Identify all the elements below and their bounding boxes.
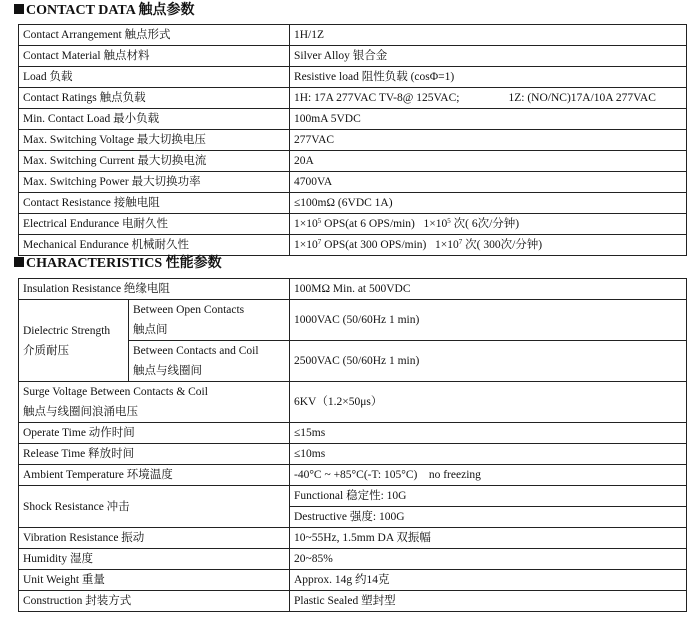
square-bullet-icon — [14, 4, 24, 14]
spec-label: Max. Switching Power 最大切换功率 — [19, 172, 290, 193]
surge-label-en: Surge Voltage Between Contacts & Coil — [23, 386, 208, 398]
open-contacts-cn: 触点间 — [133, 324, 168, 336]
endurance-text: 次( 300次/分钟) — [462, 239, 543, 251]
spec-value: 100MΩ Min. at 500VDC — [290, 279, 687, 300]
dielectric-open-label — [129, 300, 290, 341]
endurance-text: OPS(at 6 OPS/min) 1×10 — [321, 218, 448, 230]
table-row — [19, 25, 687, 46]
spec-value — [290, 214, 687, 235]
spec-label: Ambient Temperature 环境温度 — [19, 465, 290, 486]
characteristics-title: CHARACTERISTICS 性能参数 — [26, 256, 222, 271]
exponent: 5 — [447, 217, 451, 225]
spec-label: Min. Contact Load 最小负载 — [19, 109, 290, 130]
table-row — [19, 193, 687, 214]
spec-value — [290, 235, 687, 256]
spec-value: 4700VA — [290, 172, 687, 193]
endurance-text: 次( 6次/分钟) — [450, 218, 520, 230]
dielectric-label-en: Dielectric Strength — [23, 324, 111, 337]
spec-value: Destructive 强度: 100G — [290, 507, 687, 528]
spec-label: Contact Arrangement 触点形式 — [19, 25, 290, 46]
open-contacts-en: Between Open Contacts — [133, 304, 245, 316]
spec-value: Silver Alloy 银合金 — [290, 46, 687, 67]
spec-label: Contact Material 触点材料 — [19, 46, 290, 67]
dielectric-label-cn: 介质耐压 — [23, 344, 69, 357]
spec-value: ≤100mΩ (6VDC 1A) — [290, 193, 687, 214]
endurance-text: 1×10 — [294, 239, 318, 251]
spec-label: Insulation Resistance 绝缘电阻 — [19, 279, 290, 300]
exponent: 7 — [317, 238, 322, 246]
table-row — [19, 109, 687, 130]
spec-label: Operate Time 动作时间 — [19, 423, 290, 444]
table-row — [19, 465, 687, 486]
table-row — [19, 549, 687, 570]
dielectric-coil-label — [129, 341, 290, 382]
table-row — [19, 88, 687, 109]
spec-value: Resistive load 阻性负载 (cosΦ=1) — [290, 67, 687, 88]
spec-value: 20~85% — [290, 549, 687, 570]
spec-label: Unit Weight 重量 — [19, 570, 290, 591]
spec-value: 10~55Hz, 1.5mm DA 双振幅 — [290, 528, 687, 549]
table-row — [19, 151, 687, 172]
spec-value: ≤15ms — [290, 423, 687, 444]
spec-value: 277VAC — [290, 130, 687, 151]
table-row — [19, 444, 687, 465]
table-row — [19, 570, 687, 591]
table-row — [19, 235, 687, 256]
characteristics-heading — [14, 255, 222, 273]
endurance-text: 1×10 — [294, 218, 318, 230]
spec-value: Approx. 14g 约14克 — [290, 570, 687, 591]
exponent: 5 — [317, 217, 322, 225]
spec-label: Humidity 湿度 — [19, 549, 290, 570]
table-row — [19, 279, 687, 300]
spec-label: Mechanical Endurance 机械耐久性 — [19, 235, 290, 256]
table-row — [19, 486, 687, 507]
table-row — [19, 172, 687, 193]
spec-label: Electrical Endurance 电耐久性 — [19, 214, 290, 235]
contact-data-heading — [14, 2, 195, 20]
table-row — [19, 67, 687, 88]
contacts-coil-en: Between Contacts and Coil — [133, 345, 259, 357]
characteristics-table — [18, 278, 687, 612]
spec-value: 100mA 5VDC — [290, 109, 687, 130]
spec-label: Max. Switching Voltage 最大切换电压 — [19, 130, 290, 151]
spec-value: Functional 稳定性: 10G — [290, 486, 687, 507]
table-row — [19, 382, 687, 423]
table-row — [19, 423, 687, 444]
table-row — [19, 46, 687, 67]
spec-label: Contact Resistance 接触电阻 — [19, 193, 290, 214]
spec-value: Plastic Sealed 塑封型 — [290, 591, 687, 612]
contact-data-title: CONTACT DATA 触点参数 — [26, 3, 195, 18]
spec-label: Release Time 释放时间 — [19, 444, 290, 465]
table-row — [19, 528, 687, 549]
spec-value: ≤10ms — [290, 444, 687, 465]
contacts-coil-cn: 触点与线圈间 — [133, 365, 202, 377]
spec-label: Construction 封装方式 — [19, 591, 290, 612]
spec-value: 2500VAC (50/60Hz 1 min) — [290, 341, 687, 382]
spec-value: -40°C ~ +85°C(-T: 105°C) no freezing — [290, 465, 687, 486]
spec-value: 1000VAC (50/60Hz 1 min) — [290, 300, 687, 341]
contact-data-table — [18, 24, 687, 256]
table-row — [19, 591, 687, 612]
spec-value: 1Z: (NO/NC)17A/10A 277VAC — [505, 88, 687, 109]
spec-label: Load 负载 — [19, 67, 290, 88]
spec-label: Contact Ratings 触点负载 — [19, 88, 290, 109]
spec-value: 1H: 17A 277VAC TV-8@ 125VAC; — [290, 88, 505, 109]
surge-label-cn: 触点与线圈间浪涌电压 — [23, 406, 138, 418]
table-row — [19, 300, 687, 341]
spec-value: 20A — [290, 151, 687, 172]
spec-label: Shock Resistance 冲击 — [19, 486, 290, 528]
spec-label: Max. Switching Current 最大切换电流 — [19, 151, 290, 172]
spec-value: 1H/1Z — [290, 25, 687, 46]
table-row — [19, 214, 687, 235]
surge-label — [19, 382, 290, 423]
table-row — [19, 130, 687, 151]
exponent: 7 — [458, 238, 463, 246]
dielectric-label — [19, 300, 129, 382]
endurance-text: OPS(at 300 OPS/min) 1×10 — [321, 239, 459, 251]
spec-value: 6KV（1.2×50μs） — [290, 382, 687, 423]
square-bullet-icon — [14, 257, 24, 267]
spec-label: Vibration Resistance 振动 — [19, 528, 290, 549]
